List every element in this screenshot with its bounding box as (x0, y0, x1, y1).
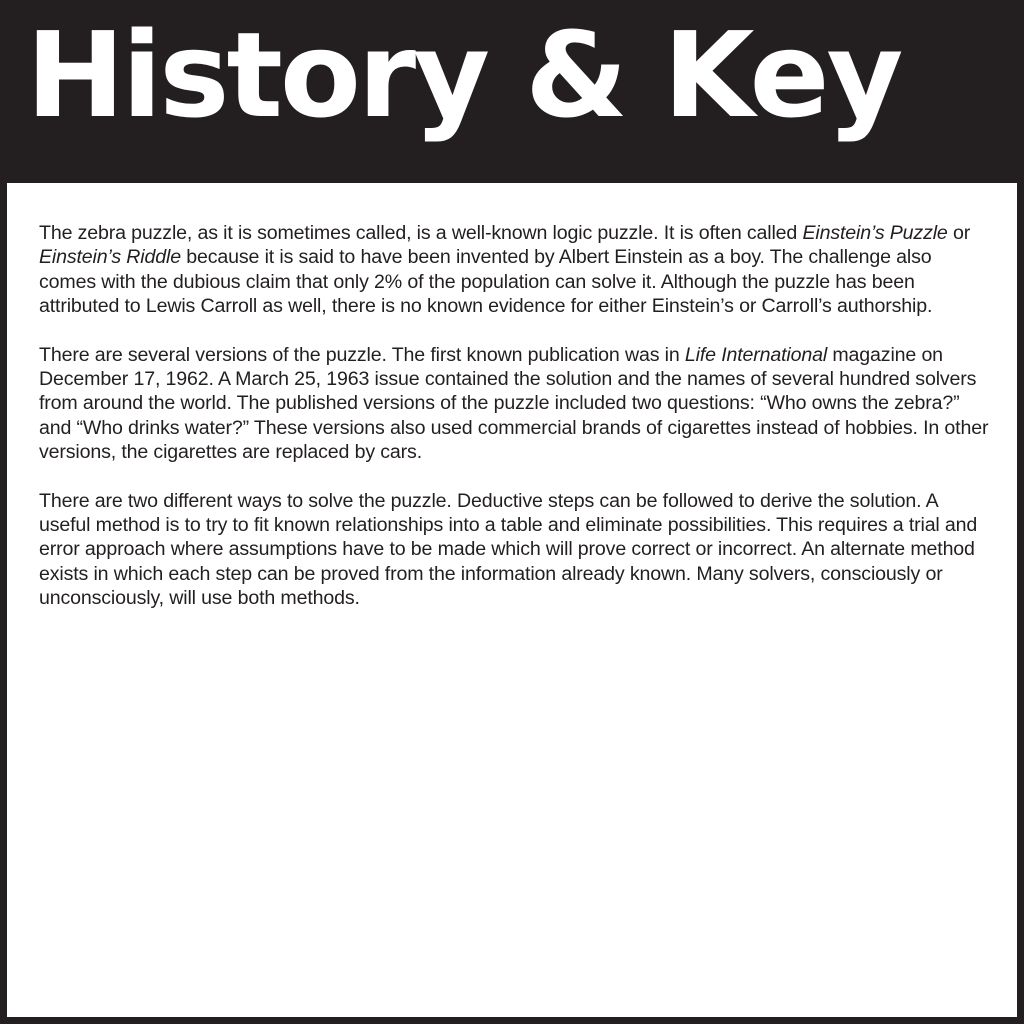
paragraph-methods: There are two different ways to solve the puzzle. Deductive steps can be followed to derive the solution. A useful method is to try to fit known relationships into a table and eliminate possibilities. This requires a trial and error approach where assumptions have to be made which will prove correct or incorrect. An alternate method exists in which each step can be proved from the information already known. Many solvers, consciously or unconsciously, will use both methods. (39, 489, 978, 610)
paragraph-history (39, 221, 993, 319)
title-einsteins-puzzle: Einstein’s Puzzle (802, 222, 948, 244)
paragraph-versions (39, 343, 993, 465)
page-title: History & Key (26, 6, 901, 144)
paragraph-versions-text-b: magazine on December 17, 1962. A March 25, 1963 issue contained the solution and the names of several hundred solvers from around the world. The published versions of the puzzle included two questions: “Who owns the zebra?” and “Who drinks water?” These versions also used commercial brands of cigarettes instead of hobbies. In other versions, the cigarettes are replaced by cars. (39, 343, 989, 464)
title-einsteins-riddle: Einstein’s Riddle (39, 246, 181, 269)
paragraph-history-text-c: because it is said to have been invented by Albert Einstein as a boy. The challenge also comes with the dubious claim that only 2% of the population can solve it. Although the puzzle has been attributed to Lewis Carroll as well, there is no known evidence for either Einstein’s or Carroll’s authorship. (39, 246, 933, 318)
title-life-international: Life International (684, 343, 828, 366)
paragraph-versions-text-a: There are several versions of the puzzle. The first known publication was in (39, 343, 685, 366)
paragraph-history-text-a: The zebra puzzle, as it is sometimes called, is a well-known logic puzzle. It is often called (39, 222, 803, 244)
content-panel (7, 183, 1017, 1017)
paragraph-history-text-b: or (947, 222, 971, 244)
